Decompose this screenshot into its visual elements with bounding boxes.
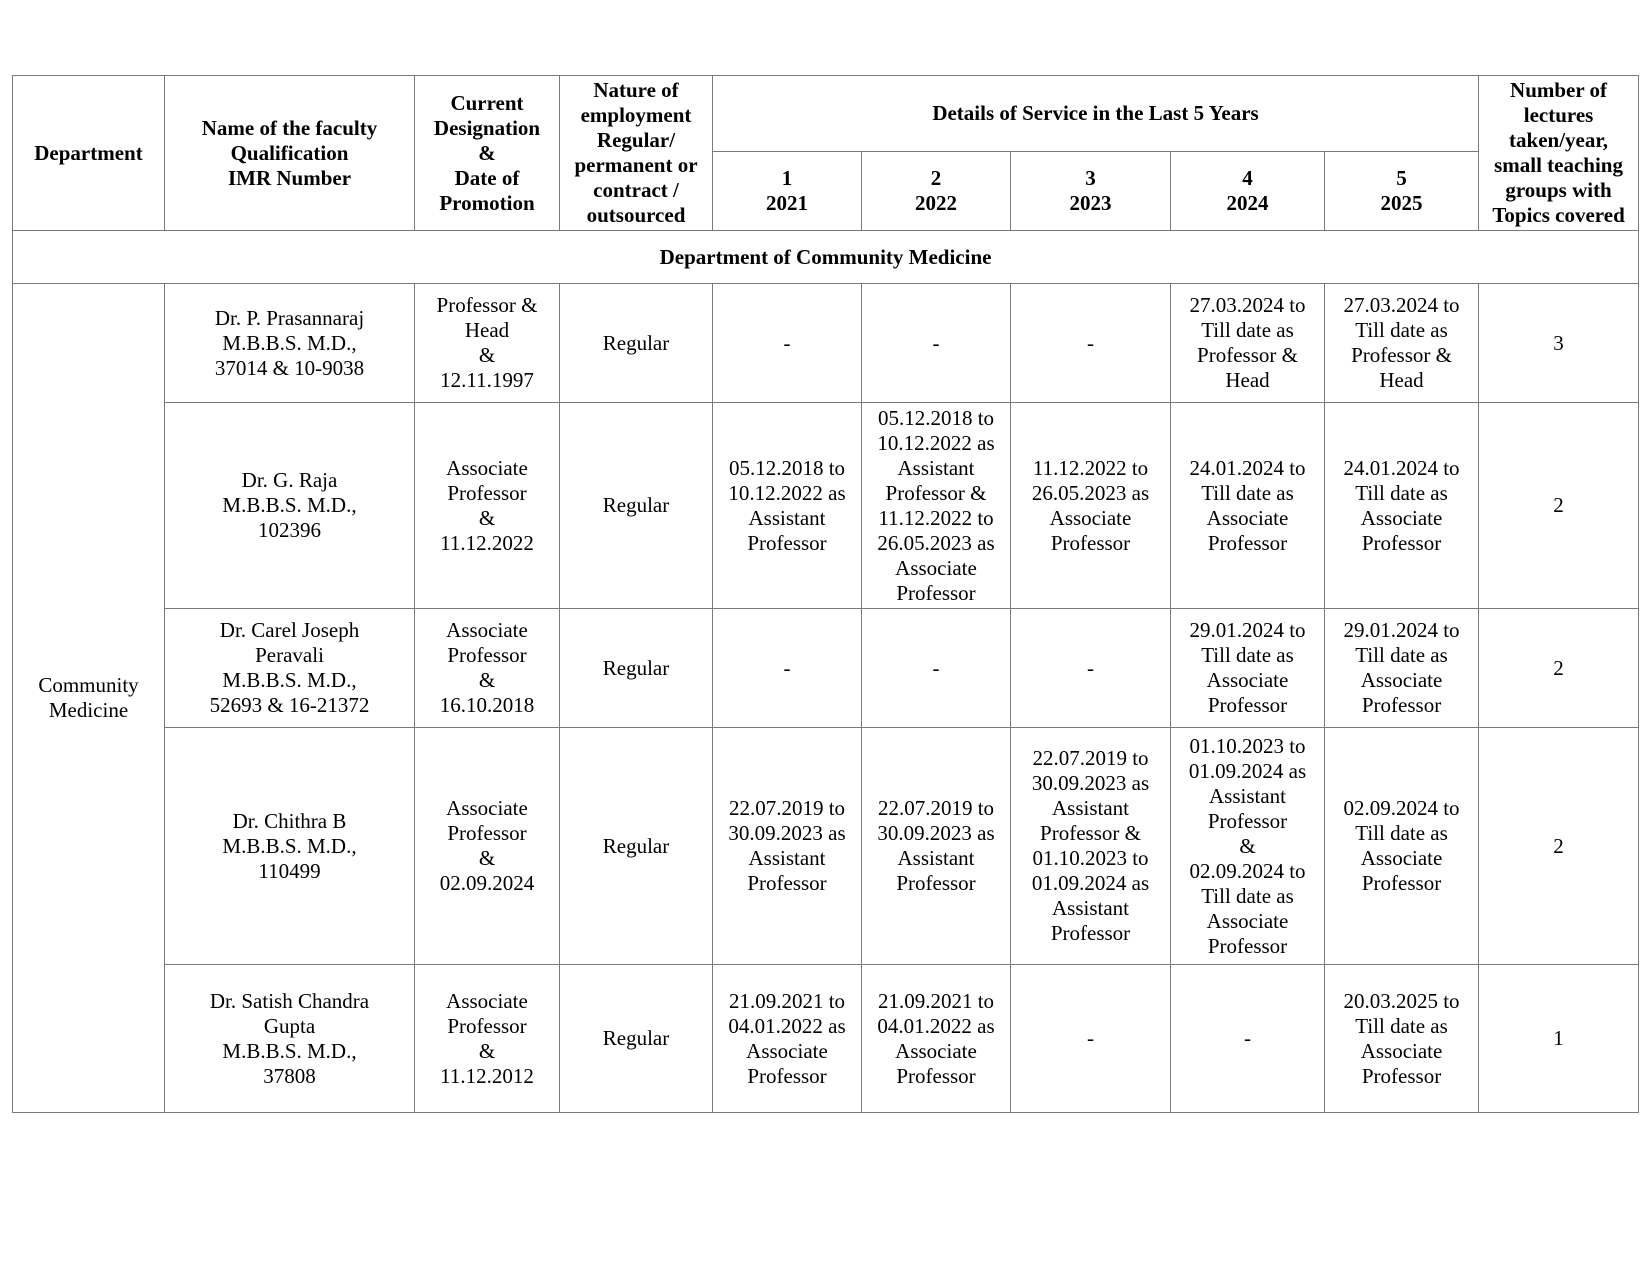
employment-cell: Regular: [560, 965, 713, 1113]
service-2024-cell: 29.01.2024 to Till date as Associate Professor: [1171, 609, 1325, 728]
service-2023-cell: -: [1011, 965, 1171, 1113]
year-number: 4: [1242, 166, 1253, 191]
service-2025-cell: 02.09.2024 to Till date as Associate Professor: [1325, 728, 1479, 965]
service-2025-cell: 27.03.2024 to Till date as Professor & Head: [1325, 284, 1479, 403]
employment-cell: Regular: [560, 609, 713, 728]
header-year-2: [862, 152, 1011, 231]
year-label: 2024: [1226, 191, 1269, 216]
header-year-1: [713, 152, 862, 231]
lectures-cell: 1: [1479, 965, 1639, 1113]
table-row: [13, 728, 1639, 965]
header-year-4: [1171, 152, 1325, 231]
service-2024-cell: 24.01.2024 to Till date as Associate Professor: [1171, 403, 1325, 609]
service-2021-cell: 22.07.2019 to 30.09.2023 as Assistant Professor: [713, 728, 862, 965]
designation-cell: Professor & Head & 12.11.1997: [415, 284, 560, 403]
year-number: 5: [1396, 166, 1407, 191]
header-row-top: [13, 76, 1639, 152]
table-row: [13, 609, 1639, 728]
year-label: 2023: [1069, 191, 1112, 216]
table-row: [13, 403, 1639, 609]
service-2022-cell: 22.07.2019 to 30.09.2023 as Assistant Professor: [862, 728, 1011, 965]
year-label: 2022: [915, 191, 957, 216]
lectures-cell: 2: [1479, 403, 1639, 609]
year-number: 2: [930, 166, 942, 191]
header-employment-nature: Nature of employment Regular/ permanent or contract / outsourced: [560, 76, 713, 231]
service-2025-cell: 24.01.2024 to Till date as Associate Professor: [1325, 403, 1479, 609]
header-designation: Current Designation & Date of Promotion: [415, 76, 560, 231]
header-faculty-name: Name of the faculty Qualification IMR Number: [165, 76, 415, 231]
service-2022-cell: -: [862, 284, 1011, 403]
table-row: [13, 965, 1639, 1113]
service-2022-cell: 21.09.2021 to 04.01.2022 as Associate Professor: [862, 965, 1011, 1113]
header-department: Department: [13, 76, 165, 231]
lectures-cell: 3: [1479, 284, 1639, 403]
designation-cell: Associate Professor & 02.09.2024: [415, 728, 560, 965]
service-2023-cell: 11.12.2022 to 26.05.2023 as Associate Professor: [1011, 403, 1171, 609]
service-2021-cell: -: [713, 284, 862, 403]
service-2021-cell: -: [713, 609, 862, 728]
designation-cell: Associate Professor & 11.12.2022: [415, 403, 560, 609]
section-row: [13, 231, 1639, 284]
employment-cell: Regular: [560, 403, 713, 609]
service-2023-cell: -: [1011, 609, 1171, 728]
lectures-cell: 2: [1479, 609, 1639, 728]
service-2023-cell: 22.07.2019 to 30.09.2023 as Assistant Professor & 01.10.2023 to 01.09.2024 as Assistant Professor: [1011, 728, 1171, 965]
faculty-name-cell: Dr. P. Prasannaraj M.B.B.S. M.D., 37014 & 10-9038: [165, 284, 415, 403]
year-number: 3: [1085, 166, 1096, 191]
service-2025-cell: 20.03.2025 to Till date as Associate Professor: [1325, 965, 1479, 1113]
faculty-name-cell: Dr. Carel Joseph Peravali M.B.B.S. M.D., 52693 & 16-21372: [165, 609, 415, 728]
lectures-cell: 2: [1479, 728, 1639, 965]
header-service-details: Details of Service in the Last 5 Years: [713, 76, 1479, 152]
designation-cell: Associate Professor & 11.12.2012: [415, 965, 560, 1113]
faculty-service-table: [12, 75, 1639, 1113]
section-title: Department of Community Medicine: [13, 231, 1639, 284]
service-2022-cell: 05.12.2018 to 10.12.2022 as Assistant Professor & 11.12.2022 to 26.05.2023 as Associate Professor: [862, 403, 1011, 609]
faculty-name-cell: Dr. Satish Chandra Gupta M.B.B.S. M.D., 37808: [165, 965, 415, 1113]
faculty-name-cell: Dr. Chithra B M.B.B.S. M.D., 110499: [165, 728, 415, 965]
employment-cell: Regular: [560, 728, 713, 965]
service-2024-cell: -: [1171, 965, 1325, 1113]
year-number: 1: [781, 166, 793, 191]
employment-cell: Regular: [560, 284, 713, 403]
department-cell: Community Medicine: [13, 284, 165, 1113]
service-2021-cell: 05.12.2018 to 10.12.2022 as Assistant Professor: [713, 403, 862, 609]
service-2024-cell: 01.10.2023 to 01.09.2024 as Assistant Professor & 02.09.2024 to Till date as Associate Professor: [1171, 728, 1325, 965]
service-2022-cell: -: [862, 609, 1011, 728]
header-lectures: Number of lectures taken/year, small teaching groups with Topics covered: [1479, 76, 1639, 231]
service-2025-cell: 29.01.2024 to Till date as Associate Professor: [1325, 609, 1479, 728]
table-row: [13, 284, 1639, 403]
year-label: 2025: [1380, 191, 1423, 216]
header-year-5: [1325, 152, 1479, 231]
designation-cell: Associate Professor & 16.10.2018: [415, 609, 560, 728]
header-year-3: [1011, 152, 1171, 231]
service-2023-cell: -: [1011, 284, 1171, 403]
service-2024-cell: 27.03.2024 to Till date as Professor & Head: [1171, 284, 1325, 403]
service-2021-cell: 21.09.2021 to 04.01.2022 as Associate Professor: [713, 965, 862, 1113]
faculty-name-cell: Dr. G. Raja M.B.B.S. M.D., 102396: [165, 403, 415, 609]
year-label: 2021: [766, 191, 808, 216]
